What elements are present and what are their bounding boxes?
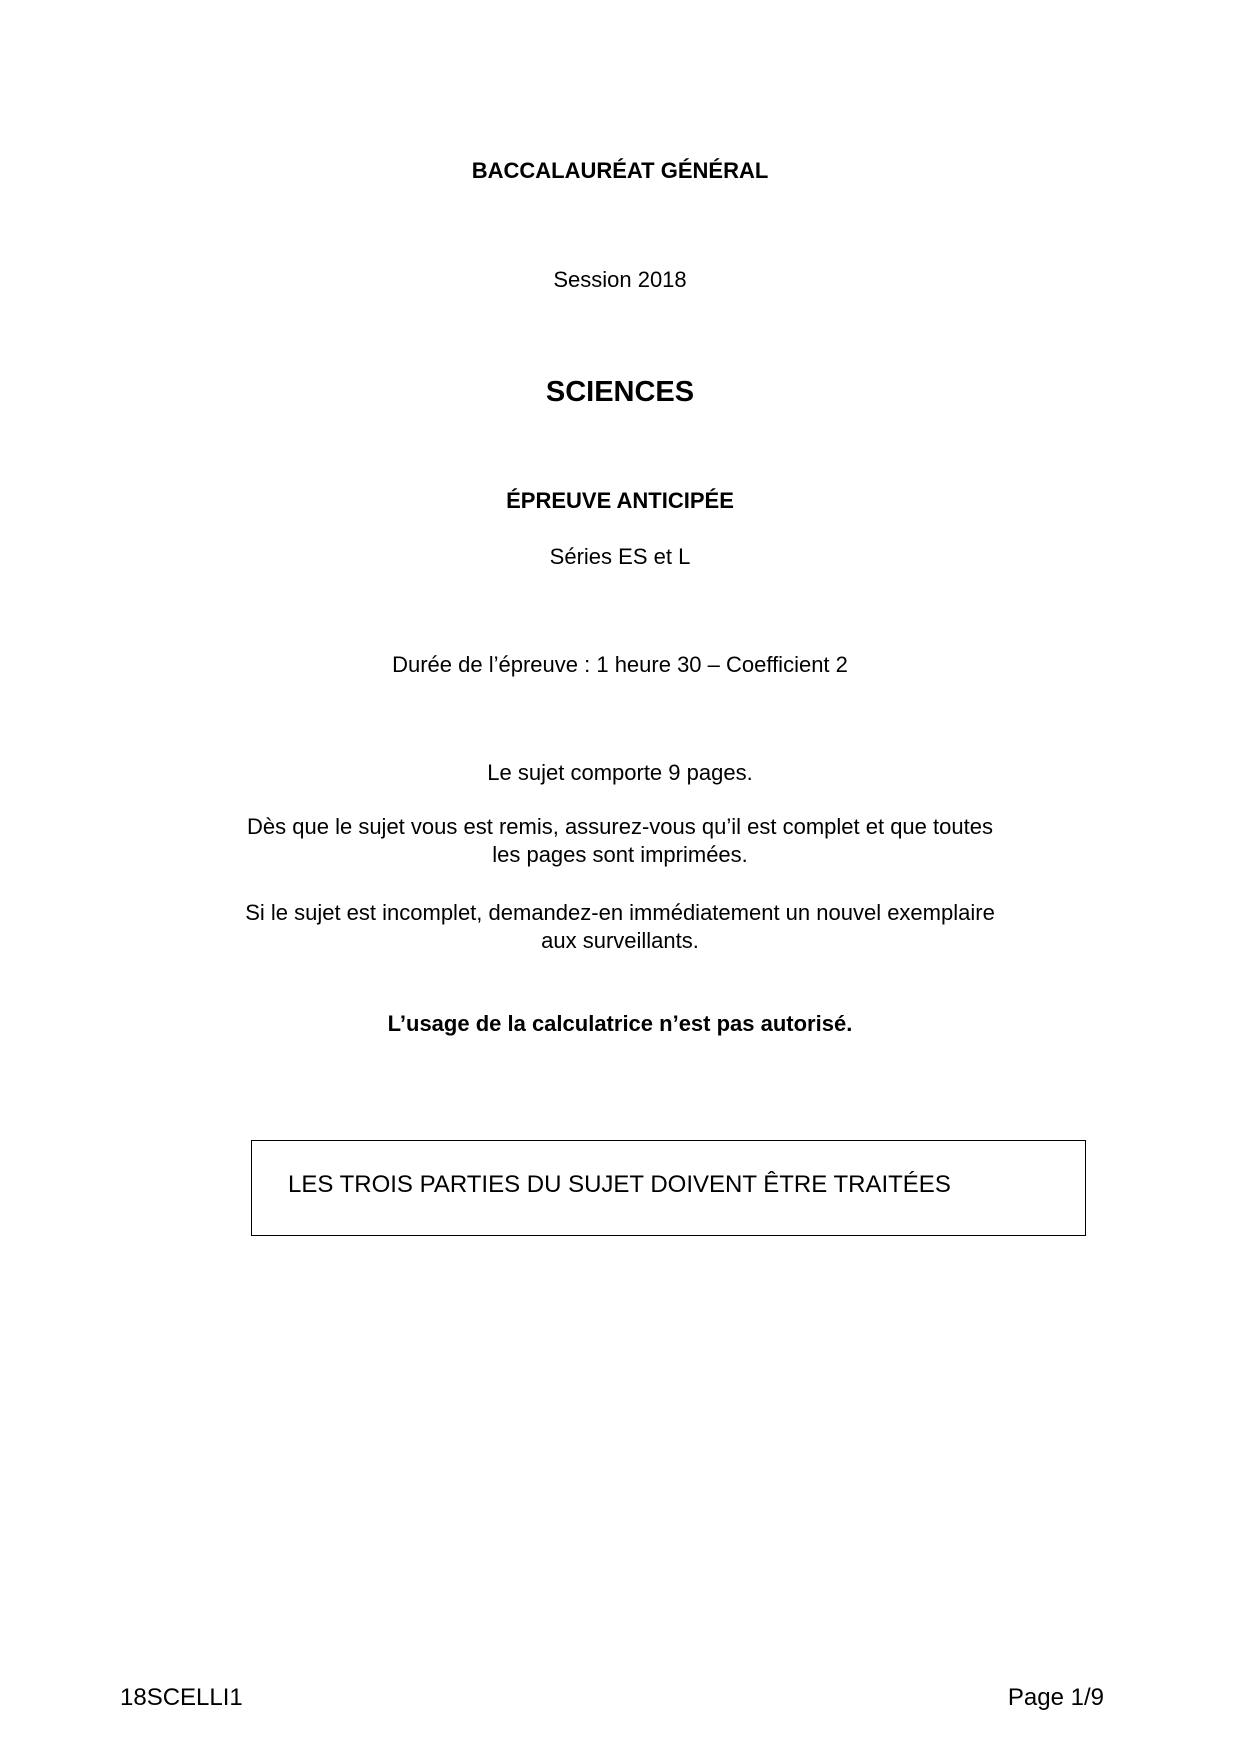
check-instruction-line-2: les pages sont imprimées. [492, 842, 748, 867]
subject-title: SCIENCES [545, 376, 695, 408]
notice-box [251, 1140, 1086, 1236]
incomplete-instruction-line-1: Si le sujet est incomplet, demandez-en immédiatement un nouvel exemplaire [245, 900, 995, 925]
notice-text: LES TROIS PARTIES DU SUJET DOIVENT ÊTRE TRAITÉES [288, 1171, 951, 1198]
series-label: Séries ES et L [549, 544, 691, 569]
exam-type-label: ÉPREUVE ANTICIPÉE [506, 488, 734, 513]
incomplete-instruction-line-2: aux surveillants. [541, 928, 699, 953]
session-label: Session 2018 [553, 267, 687, 292]
duration-label: Durée de l’épreuve : 1 heure 30 – Coefficient 2 [392, 652, 848, 677]
calculator-notice: L’usage de la calculatrice n’est pas autorisé. [387, 1011, 853, 1036]
exam-title: BACCALAURÉAT GÉNÉRAL [471, 158, 769, 183]
check-instruction-line-1: Dès que le sujet vous est remis, assurez-vous qu’il est complet et que toutes [247, 814, 993, 839]
footer-code: 18SCELLI1 [120, 1684, 243, 1711]
pages-count-label: Le sujet comporte 9 pages. [487, 760, 753, 785]
footer-page-number: Page 1/9 [1007, 1684, 1104, 1711]
